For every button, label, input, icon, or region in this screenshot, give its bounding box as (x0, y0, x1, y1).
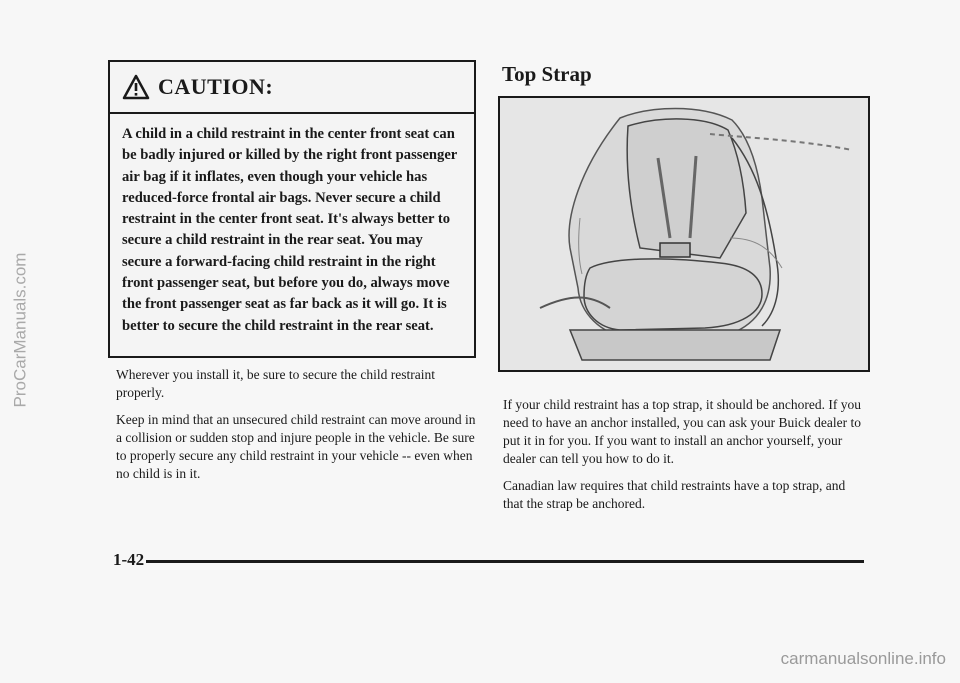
right-column-text (503, 396, 865, 522)
paragraph: Wherever you install it, be sure to secure the child restraint properly. (116, 367, 436, 400)
paragraph: Keep in mind that an unsecured child restraint can move around in a collision or sudden stop and injure people in the vehicle. Be sure to properly secure any child restraint in your vehicle -- even when no child is in it. (116, 412, 476, 481)
caution-title: CAUTION: (158, 74, 274, 99)
caution-header (110, 62, 474, 114)
side-watermark (8, 160, 32, 500)
child-seat-figure (498, 96, 870, 372)
paragraph: If your child restraint has a top strap, it should be anchored. If you need to have an anchor installed, you can ask your Buick dealer to put it in for you. If you want to install an anchor yourself, your dealer can tell you how to do it. (503, 397, 862, 466)
paragraph: Canadian law requires that child restraints have a top strap, and that the strap be anchored. (503, 478, 846, 511)
watermark-text: ProCarManuals.com (10, 252, 30, 408)
footer-site-watermark: carmanualsonline.info (780, 649, 946, 668)
caution-box (108, 60, 476, 358)
page-number: 1-42 (113, 550, 145, 569)
page-rule (146, 560, 864, 563)
section-title: Top Strap (502, 62, 592, 86)
warning-triangle-icon (122, 74, 150, 100)
child-restraint-seat-illustration (500, 98, 868, 370)
left-column-text (116, 366, 476, 492)
caution-text: A child in a child restraint in the center front seat can be badly injured or killed by the right front passenger air bag if it inflates, even though your vehicle has reduced-force frontal air bags. Never secure a child restraint in the center front seat. It's always better to secure a child restraint in the rear seat. You may secure a forward-facing child restraint in the right front passenger seat, but before you do, always move the front passenger seat as far back as it will go. It is better to secure the child restraint in the rear seat. (122, 126, 458, 334)
